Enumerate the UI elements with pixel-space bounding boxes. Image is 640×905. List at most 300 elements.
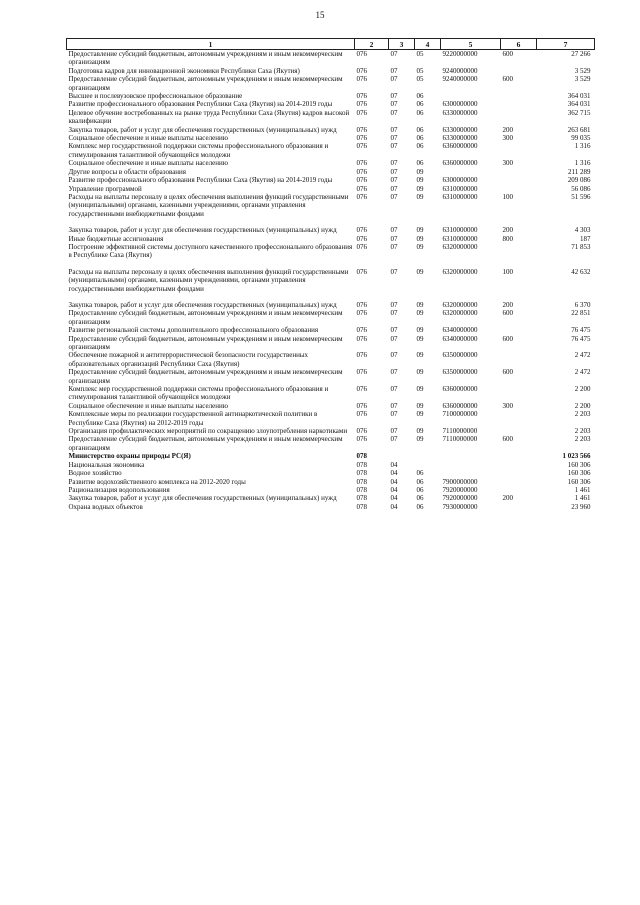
cell-ministry-code: 076: [356, 142, 367, 151]
cell-name: Предоставление субсидий бюджетным, автономным учреждениям и иным некоммерческим организациям: [68, 75, 343, 92]
cell-expense-type: [501, 67, 537, 75]
cell-target-article: 6360000000: [442, 385, 478, 394]
cell-ministry-code: 076: [356, 184, 367, 193]
cell-section-code: 07: [390, 226, 398, 235]
cell-amount: 160 306: [567, 460, 591, 469]
cell-target-article: 6340000000: [442, 326, 478, 335]
cell-name: Комплекс мер государственной поддержки системы профессионального образования и стимулирования талантливой обучающейся молодежи: [68, 142, 329, 159]
cell-section-code: 07: [390, 267, 398, 276]
cell-subsection-code: 09: [416, 309, 424, 318]
cell-section-code: 07: [390, 351, 398, 360]
cell-name: Закупка товаров, работ и услуг для обеспечения государственных (муниципальных) нужд: [68, 125, 337, 134]
cell-target-article: 6320000000: [442, 300, 478, 309]
cell-target-article: [441, 452, 501, 460]
cell-ministry-code: 076: [356, 410, 367, 419]
table-row: [67, 335, 595, 352]
cell-target-article: [441, 469, 501, 477]
cell-section-code: 07: [390, 142, 398, 151]
table-row: [67, 126, 595, 134]
cell-name: Предоставление субсидий бюджетным, автономным учреждениям и иным некоммерческим организациям: [68, 368, 343, 385]
cell-amount: 160 306: [567, 469, 591, 478]
table-row: [67, 92, 595, 100]
cell-expense-type: 300: [502, 134, 513, 143]
cell-subsection-code: 09: [416, 234, 424, 243]
cell-name: Управление программой: [68, 184, 142, 193]
table-row: [67, 385, 595, 402]
cell-expense-type: [501, 427, 537, 435]
cell-subsection-code: 09: [416, 385, 424, 394]
cell-ministry-code: 076: [356, 242, 367, 251]
cell-name: Высшее и послевузовское профессиональное образование: [68, 92, 243, 101]
row-spacer: [67, 293, 595, 301]
table-row: [67, 427, 595, 435]
cell-subsection-code: 09: [416, 242, 424, 251]
spacer-cell: [67, 293, 595, 301]
cell-expense-type: [501, 469, 537, 477]
cell-expense-type: [501, 326, 537, 334]
cell-subsection-code: 09: [416, 167, 424, 176]
cell-ministry-code: 076: [356, 234, 367, 243]
cell-section-code: 07: [390, 435, 398, 444]
cell-target-article: 6330000000: [442, 134, 478, 143]
cell-amount: 71 853: [571, 242, 591, 251]
cell-name: Комплексные меры по реализации государственной антинаркотической политики в Республике Саха (Якутия) на 2012-2019 годы: [68, 410, 318, 427]
cell-name: Закупка товаров, работ и услуг для обеспечения государственных (муниципальных) нужд: [68, 494, 337, 503]
cell-ministry-code: 076: [356, 401, 367, 410]
table-row: [67, 226, 595, 234]
cell-section-code: 07: [390, 368, 398, 377]
cell-section-code: 07: [390, 410, 398, 419]
cell-expense-type: 200: [502, 226, 513, 235]
cell-section-code: 04: [390, 460, 398, 469]
cell-subsection-code: 09: [416, 427, 424, 436]
cell-section-code: 04: [390, 469, 398, 478]
table-row: [67, 351, 595, 368]
table-body: [67, 50, 595, 512]
table-row: [67, 461, 595, 469]
cell-subsection-code: 06: [416, 142, 424, 151]
cell-section-code: 07: [390, 326, 398, 335]
table-row: [67, 494, 595, 502]
budget-table: [66, 38, 595, 511]
cell-name: Расходы на выплаты персоналу в целях обеспечения выполнения функций государственными (муниципальными) органами, казенными учреждениями, органами управления государственными внебюджетными фондами: [68, 267, 349, 293]
table-row: [67, 326, 595, 334]
cell-target-article: 7110000000: [442, 435, 478, 444]
header-col-4: 4: [415, 39, 441, 50]
table-row: [67, 435, 595, 452]
cell-expense-type: [501, 452, 537, 460]
cell-target-article: 7100000000: [442, 410, 478, 419]
cell-amount: 2 200: [574, 401, 591, 410]
cell-section-code: [389, 452, 415, 460]
cell-expense-type: [501, 109, 537, 126]
cell-name: Министерство охраны природы РС(Я): [68, 452, 191, 461]
cell-ministry-code: 076: [356, 300, 367, 309]
cell-expense-type: 600: [502, 368, 513, 377]
table-row: [67, 67, 595, 75]
cell-target-article: 6350000000: [442, 368, 478, 377]
table-row: [67, 75, 595, 92]
cell-name: Подготовка кадров для инновационной экономики Республики Саха (Якутия): [68, 66, 300, 75]
cell-amount: 42 632: [571, 267, 591, 276]
cell-expense-type: 800: [502, 234, 513, 243]
cell-ministry-code: 076: [356, 226, 367, 235]
cell-amount: 22 851: [571, 309, 591, 318]
cell-amount: 263 681: [567, 125, 591, 134]
table-row: [67, 159, 595, 167]
spacer-cell: [67, 218, 595, 226]
cell-target-article: 7920000000: [442, 485, 478, 494]
cell-section-code: 07: [390, 108, 398, 117]
cell-target-article: 7900000000: [442, 477, 478, 486]
cell-subsection-code: 09: [416, 300, 424, 309]
cell-ministry-code: 078: [356, 485, 367, 494]
cell-ministry-code: 078: [356, 469, 367, 478]
cell-target-article: 6320000000: [442, 242, 478, 251]
cell-amount: 56 086: [571, 184, 591, 193]
cell-amount: 4 303: [574, 226, 591, 235]
table-row: [67, 100, 595, 108]
cell-subsection-code: 09: [416, 184, 424, 193]
cell-expense-type: [501, 92, 537, 100]
table-row: [67, 478, 595, 486]
cell-expense-type: [501, 168, 537, 176]
cell-ministry-code: 076: [356, 50, 367, 58]
cell-subsection-code: 05: [416, 66, 424, 75]
cell-name: Закупка товаров, работ и услуг для обеспечения государственных (муниципальных) нужд: [68, 226, 337, 235]
cell-subsection-code: 09: [416, 351, 424, 360]
cell-amount: 160 306: [567, 477, 591, 486]
cell-subsection-code: 09: [416, 192, 424, 201]
table-row: [67, 368, 595, 385]
cell-name: Расходы на выплаты персоналу в целях обеспечения выполнения функций государственными (муниципальными) органами, казенными учреждениями, органами управления государственными внебюджетными фондами: [68, 192, 349, 218]
cell-target-article: 6330000000: [442, 125, 478, 134]
cell-amount: 2 472: [574, 351, 591, 360]
cell-section-code: 07: [390, 192, 398, 201]
cell-name: Развитие водохозяйственного комплекса на 2012-2020 годы: [68, 477, 246, 486]
cell-amount: 364 031: [567, 100, 591, 109]
cell-ministry-code: 076: [356, 334, 367, 343]
cell-subsection-code: [415, 452, 441, 460]
cell-amount: 2 203: [574, 435, 591, 444]
table-row: [67, 309, 595, 326]
cell-ministry-code: 076: [356, 267, 367, 276]
table-row: [67, 243, 595, 260]
cell-subsection-code: [415, 461, 441, 469]
cell-section-code: 07: [390, 385, 398, 394]
cell-subsection-code: 06: [416, 134, 424, 143]
cell-name: Целевое обучение востребованных на рынке труда Республики Саха (Якутия) кадров высокой квалификации: [68, 108, 350, 126]
cell-ministry-code: 076: [356, 309, 367, 318]
cell-section-code: 07: [390, 167, 398, 176]
cell-name: Национальная экономика: [68, 460, 145, 469]
cell-name: Охрана водных объектов: [68, 502, 143, 511]
cell-target-article: 6340000000: [442, 334, 478, 343]
table-row: [67, 402, 595, 410]
cell-expense-type: [501, 478, 537, 486]
cell-ministry-code: 076: [356, 368, 367, 377]
cell-ministry-code: 076: [356, 159, 367, 168]
cell-subsection-code: 05: [416, 75, 424, 84]
cell-section-code: 07: [390, 159, 398, 168]
header-col-6: 6: [501, 39, 537, 50]
cell-target-article: 6360000000: [442, 142, 478, 151]
table-row: [67, 503, 595, 511]
cell-expense-type: [501, 503, 537, 511]
cell-expense-type: [501, 385, 537, 402]
cell-amount: 211 289: [568, 167, 591, 176]
cell-expense-type: 200: [502, 125, 513, 134]
cell-name: Организация профилактических мероприятий по сокращению злоупотребления наркотиками: [68, 427, 348, 436]
cell-target-article: 6300000000: [442, 100, 478, 109]
cell-ministry-code: 076: [356, 167, 367, 176]
spacer-cell: [67, 260, 595, 268]
cell-name: Социальное обеспечение и иные выплаты населению: [68, 159, 228, 168]
table-row: [67, 142, 595, 159]
cell-amount: 187: [580, 234, 591, 243]
cell-name: Обеспечение пожарной и антитеррористической безопасности государственных образовательных организаций Республики Саха (Якутия): [68, 351, 309, 368]
cell-target-article: 6350000000: [442, 351, 478, 360]
table-row: [67, 168, 595, 176]
cell-section-code: 04: [390, 485, 398, 494]
cell-name: Развитие профессионального образования Республики Саха (Якутия) на 2014-2019 годы: [68, 100, 333, 109]
table-row: [67, 176, 595, 184]
cell-target-article: 7930000000: [442, 502, 478, 511]
cell-expense-type: 200: [502, 300, 513, 309]
cell-section-code: 04: [390, 494, 398, 503]
cell-target-article: 6330000000: [442, 108, 478, 117]
cell-target-article: [441, 461, 501, 469]
cell-subsection-code: 09: [416, 410, 424, 419]
cell-section-code: 07: [390, 92, 398, 101]
cell-expense-type: 600: [502, 50, 513, 58]
cell-expense-type: 600: [502, 309, 513, 318]
cell-name: Социальное обеспечение и иные выплаты населению: [68, 134, 228, 143]
cell-amount: 1 316: [574, 142, 591, 151]
cell-target-article: [441, 168, 501, 176]
cell-amount: 76 475: [571, 326, 591, 335]
cell-ministry-code: 078: [356, 477, 367, 486]
cell-target-article: 7920000000: [442, 494, 478, 503]
cell-amount: 3 529: [574, 75, 591, 84]
table-row: [67, 268, 595, 293]
cell-ministry-code: 076: [356, 385, 367, 394]
cell-target-article: 7110000000: [442, 427, 478, 436]
cell-ministry-code: 078: [356, 452, 367, 461]
table-row: [67, 469, 595, 477]
table-row: [67, 109, 595, 126]
row-spacer: [67, 260, 595, 268]
cell-section-code: 07: [390, 66, 398, 75]
cell-section-code: 07: [390, 427, 398, 436]
cell-target-article: [441, 92, 501, 100]
cell-target-article: 6360000000: [442, 401, 478, 410]
table-row: [67, 185, 595, 193]
cell-subsection-code: 09: [416, 401, 424, 410]
cell-name: Предоставление субсидий бюджетным, автономным учреждениям и иным некоммерческим организациям: [68, 50, 343, 67]
cell-name: Предоставление субсидий бюджетным, автономным учреждениям и иным некоммерческим организациям: [68, 435, 343, 452]
cell-section-code: 07: [390, 300, 398, 309]
cell-amount: 6 370: [574, 300, 591, 309]
cell-ministry-code: 078: [356, 460, 367, 469]
cell-subsection-code: 06: [416, 125, 424, 134]
cell-section-code: 07: [390, 134, 398, 143]
cell-section-code: 07: [390, 242, 398, 251]
cell-amount: 2 200: [574, 385, 591, 394]
cell-subsection-code: 09: [416, 368, 424, 377]
cell-name: Комплекс мер государственной поддержки системы профессионального образования и стимулирования талантливой обучающейся молодежи: [68, 385, 329, 402]
cell-amount: 76 475: [571, 334, 591, 343]
cell-expense-type: [501, 351, 537, 368]
cell-subsection-code: 06: [416, 100, 424, 109]
cell-section-code: 07: [390, 50, 398, 58]
cell-name: Развитие профессионального образования Республики Саха (Якутия) на 2014-2019 годы: [68, 176, 333, 185]
cell-subsection-code: 09: [416, 226, 424, 235]
cell-name: Закупка товаров, работ и услуг для обеспечения государственных (муниципальных) нужд: [68, 300, 337, 309]
cell-amount: 1 461: [574, 485, 591, 494]
cell-amount: 2 472: [574, 368, 591, 377]
cell-amount: 99 035: [571, 134, 591, 143]
cell-section-code: 07: [390, 75, 398, 84]
cell-amount: 51 596: [571, 192, 591, 201]
cell-ministry-code: 076: [356, 125, 367, 134]
cell-subsection-code: 09: [416, 334, 424, 343]
cell-name: Предоставление субсидий бюджетным, автономным учреждениям и иным некоммерческим организациям: [68, 334, 343, 351]
cell-name: Предоставление субсидий бюджетным, автономным учреждениям и иным некоммерческим организациям: [68, 309, 343, 326]
cell-amount: 23 960: [571, 502, 591, 511]
cell-amount: 1 316: [574, 159, 591, 168]
cell-expense-type: 100: [502, 192, 513, 201]
cell-amount: 3 529: [574, 66, 591, 75]
cell-section-code: 07: [390, 100, 398, 109]
table-row: [67, 50, 595, 67]
cell-ministry-code: 076: [356, 66, 367, 75]
cell-expense-type: [501, 461, 537, 469]
cell-target-article: 9240000000: [442, 66, 478, 75]
cell-target-article: 6320000000: [442, 309, 478, 318]
cell-subsection-code: 09: [416, 176, 424, 185]
cell-target-article: 6300000000: [442, 176, 478, 185]
row-spacer: [67, 218, 595, 226]
header-col-3: 3: [389, 39, 415, 50]
cell-subsection-code: 06: [416, 494, 424, 503]
page-number: 15: [315, 10, 325, 20]
cell-amount: 209 086: [567, 176, 591, 185]
cell-name: Рационализация водопользования: [68, 485, 170, 494]
cell-name: Иные бюджетные ассигнования: [68, 234, 164, 243]
cell-section-code: 07: [390, 309, 398, 318]
table-row: [67, 486, 595, 494]
cell-target-article: 6310000000: [442, 226, 478, 235]
cell-ministry-code: 078: [356, 494, 367, 503]
cell-ministry-code: 076: [356, 92, 367, 101]
cell-target-article: 9240000000: [442, 75, 478, 84]
cell-subsection-code: 09: [416, 267, 424, 276]
cell-section-code: 04: [390, 477, 398, 486]
cell-expense-type: 600: [502, 334, 513, 343]
table-row: [67, 452, 595, 460]
cell-ministry-code: 076: [356, 100, 367, 109]
cell-target-article: 6310000000: [442, 184, 478, 193]
cell-name: Развитие региональной системы дополнительного профессионального образования: [68, 326, 319, 335]
cell-ministry-code: 078: [356, 502, 367, 511]
cell-ministry-code: 076: [356, 108, 367, 117]
cell-expense-type: 200: [502, 494, 513, 503]
header-col-7: 7: [537, 39, 595, 50]
cell-amount: 2 203: [574, 410, 591, 419]
cell-expense-type: 300: [502, 401, 513, 410]
cell-subsection-code: 06: [416, 159, 424, 168]
header-row: [67, 39, 595, 50]
cell-subsection-code: 06: [416, 469, 424, 478]
cell-ministry-code: 076: [356, 435, 367, 444]
cell-subsection-code: 09: [416, 435, 424, 444]
cell-target-article: 6310000000: [442, 192, 478, 201]
cell-amount: 2 203: [574, 427, 591, 436]
table-row: [67, 193, 595, 218]
cell-expense-type: 600: [502, 75, 513, 84]
cell-amount: 362 715: [567, 108, 591, 117]
cell-expense-type: [501, 142, 537, 159]
cell-expense-type: [501, 185, 537, 193]
cell-section-code: 07: [390, 401, 398, 410]
cell-ministry-code: 076: [356, 326, 367, 335]
cell-expense-type: [501, 410, 537, 427]
cell-subsection-code: 06: [416, 92, 424, 101]
cell-name: Социальное обеспечение и иные выплаты населению: [68, 401, 228, 410]
cell-name: Построение эффективной системы доступного качественного профессионального образования в Республике Саха (Якутия): [68, 242, 353, 260]
cell-expense-type: [501, 243, 537, 260]
table-row: [67, 235, 595, 243]
cell-expense-type: [501, 100, 537, 108]
cell-expense-type: 600: [502, 435, 513, 444]
cell-target-article: 6360000000: [442, 159, 478, 168]
cell-expense-type: [501, 486, 537, 494]
header-col-2: 2: [355, 39, 389, 50]
cell-section-code: 07: [390, 184, 398, 193]
cell-target-article: 9220000000: [442, 50, 478, 58]
cell-amount: 27 266: [571, 50, 591, 58]
cell-ministry-code: 076: [356, 427, 367, 436]
cell-amount: 364 031: [567, 92, 591, 101]
cell-section-code: 07: [390, 234, 398, 243]
cell-ministry-code: 076: [356, 75, 367, 84]
cell-amount: 1 461: [574, 494, 591, 503]
cell-ministry-code: 076: [356, 134, 367, 143]
table-row: [67, 134, 595, 142]
table-row: [67, 410, 595, 427]
cell-section-code: 07: [390, 176, 398, 185]
cell-section-code: 04: [390, 502, 398, 511]
cell-expense-type: 100: [502, 267, 513, 276]
cell-name: Другие вопросы в области образования: [68, 167, 187, 176]
cell-section-code: 07: [390, 334, 398, 343]
cell-amount: 1 023 566: [562, 452, 591, 461]
cell-subsection-code: 06: [416, 477, 424, 486]
cell-ministry-code: 076: [356, 176, 367, 185]
cell-name: Водное хозяйство: [68, 469, 122, 478]
cell-expense-type: [501, 176, 537, 184]
cell-target-article: 6310000000: [442, 234, 478, 243]
cell-section-code: 07: [390, 125, 398, 134]
cell-subsection-code: 06: [416, 502, 424, 511]
cell-expense-type: 300: [502, 159, 513, 168]
header-col-5: 5: [441, 39, 501, 50]
cell-subsection-code: 09: [416, 326, 424, 335]
cell-subsection-code: 05: [416, 50, 424, 58]
cell-target-article: 6320000000: [442, 267, 478, 276]
cell-subsection-code: 06: [416, 485, 424, 494]
